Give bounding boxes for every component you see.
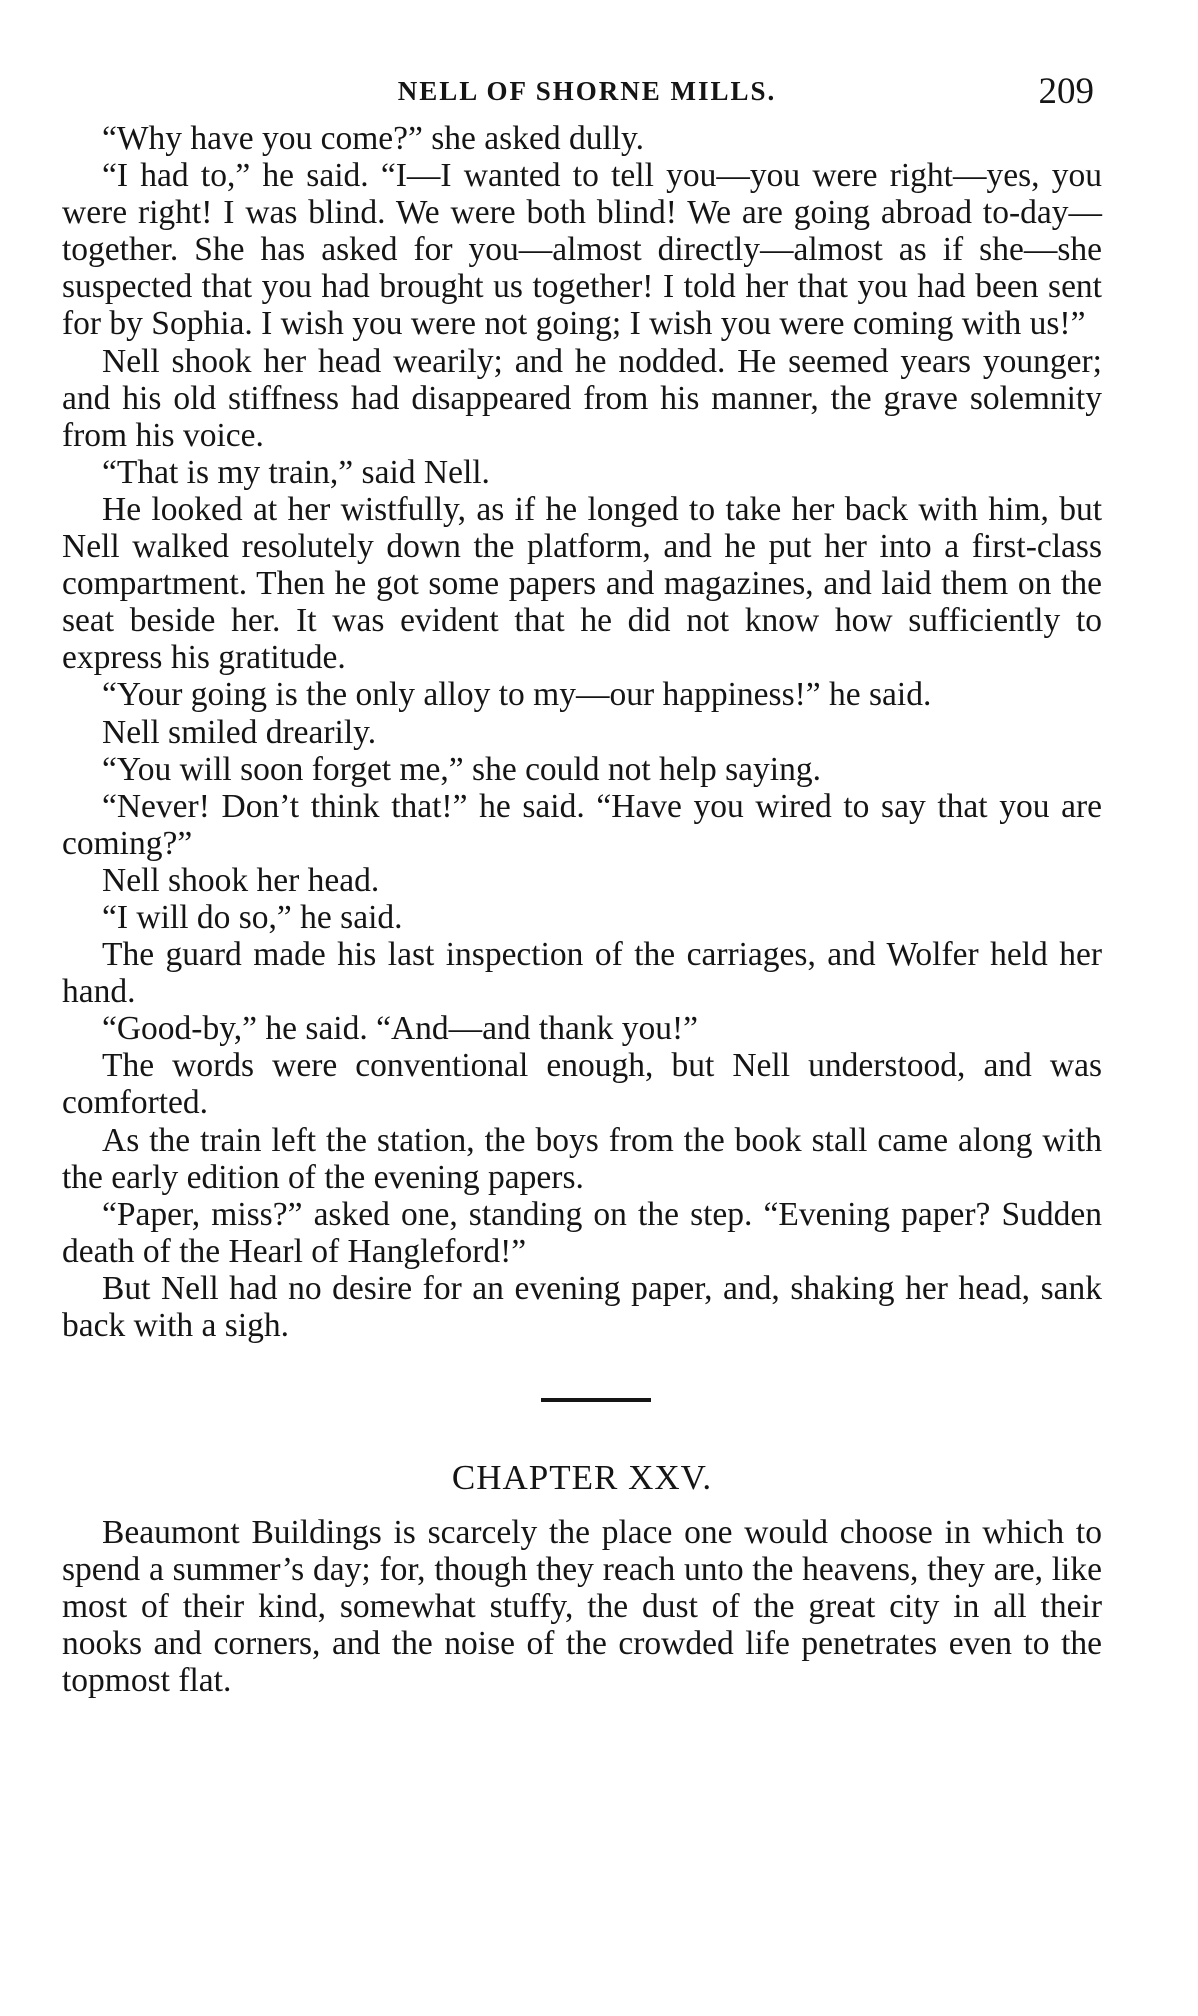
paragraph: “I will do so,” he said. — [102, 898, 403, 936]
paragraph: Beaumont Buildings is scarcely the place one would choose in which to spend a summer’s day; for, though they reach unto the heavens, they are, like most of their kind, somewhat stuffy, the dust of the great city in all their nooks and corners, and the noise of the crowded life penetrates even to the topmost flat. — [62, 1514, 1102, 1700]
paragraph: “That is my train,” said Nell. — [102, 453, 490, 491]
paragraph: “Never! Don’t think that!” he said. “Have you wired to say that you are coming?” — [62, 787, 1102, 862]
paragraph: He looked at her wistfully, as if he longed to take her back with him, but Nell walked resolutely down the platform, and he put her into a first-class compartment. Then he got some papers and magazines, and laid them on the seat beside her. It was evident that he did not know how sufficiently to express his gratitude. — [62, 490, 1102, 677]
body-text — [62, 120, 1102, 1344]
paragraph: As the train left the station, the boys from the book stall came along with the early edition of the evening papers. — [62, 1121, 1102, 1196]
paragraph: “You will soon forget me,” she could not help saying. — [102, 750, 821, 788]
paragraph: “Paper, miss?” asked one, standing on the step. “Evening paper? Sudden death of the Hearl of Hangleford!” — [62, 1195, 1102, 1270]
paragraph: The words were conventional enough, but Nell understood, and was comforted. — [62, 1047, 1102, 1122]
paragraph: Nell shook her head wearily; and he nodded. He seemed years younger; and his old stiffness had disappeared from his manner, the grave solemnity from his voice. — [62, 342, 1102, 454]
paragraph: “I had to,” he said. “I—I wanted to tell you—you were right—yes, you were right! I was blind. We were both blind! We are going abroad to-day—together. She has asked for you—almost directly—almost as if she—she suspected that you had brought us together! I told her that you had been sent for by Sophia. I wish you were not going; I wish you were coming with us!” — [62, 157, 1102, 343]
paragraph: Nell shook her head. — [102, 861, 380, 899]
paragraph: But Nell had no desire for an evening paper, and, shaking her head, sank back with a sigh. — [62, 1269, 1102, 1344]
paragraph: “Why have you come?” she asked dully. — [102, 120, 645, 157]
page-number: 209 — [1038, 71, 1094, 112]
running-title: NELL OF SHORNE MILLS. — [397, 76, 777, 106]
chapter-text — [62, 1514, 1102, 1699]
book-page — [62, 70, 1102, 1700]
paragraph: “Good-by,” he said. “And—and thank you!” — [102, 1010, 698, 1048]
chapter-heading: CHAPTER XXV. — [451, 1458, 713, 1498]
paragraph: “Your going is the only alloy to my—our happiness!” he said. — [102, 676, 932, 714]
section-divider-rule — [541, 1398, 651, 1402]
running-head — [62, 70, 1102, 120]
paragraph: The guard made his last inspection of the carriages, and Wolfer held her hand. — [62, 936, 1102, 1011]
paragraph: Nell smiled drearily. — [102, 713, 377, 751]
